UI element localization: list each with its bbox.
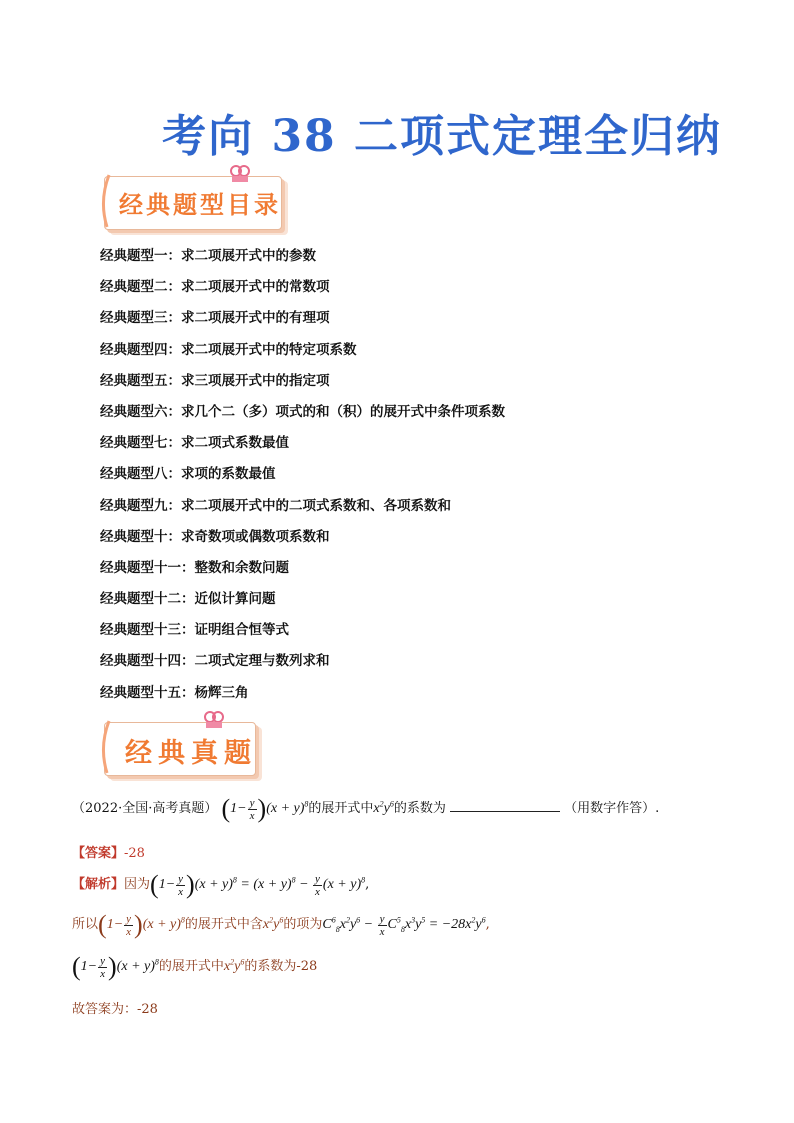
toc-item: 经典题型十：求奇数项或偶数项系数和: [100, 528, 330, 545]
page-title: 考向 38 二项式定理全归纳: [162, 111, 722, 162]
analysis-line-2: 所以(1− $\frac{y}{x}$ )$(x + y)^8$的展开式中含$x^2y^6$的项为$C^6_8x^2y^6$ − $\frac{y}{x}$ $C^5_8x^3y^5 = -28x^2y^6$,: [72, 910, 490, 939]
toc-item: 经典题型四：求二项展开式中的特定项系数: [100, 341, 357, 358]
exam-banner: [104, 722, 256, 776]
analysis-line2-mid: 的展开式中含: [184, 917, 263, 933]
binder-clip-icon: [229, 163, 251, 185]
banner-swoosh-icon: [99, 173, 111, 229]
analysis-line-3: [72, 954, 752, 980]
toc-list: [100, 246, 505, 714]
toc-item: 经典题型一：求二项展开式中的参数: [100, 248, 316, 264]
answer-tag: 【答案】: [72, 846, 125, 861]
toc-item: 经典题型三：求二项展开式中的有理项: [100, 310, 330, 327]
analysis-line3-end: 的系数为-28: [244, 959, 318, 975]
question-text-mid: 的展开式中: [308, 801, 374, 817]
toc-item: 经典题型十一：整数和余数问题: [100, 559, 289, 576]
analysis-formula-1: (1− $\frac{y}{x}$ )$(x + y)^8 = (x + y)^8$ − $\frac{y}{x}$ $(x + y)^8$: [150, 870, 366, 899]
banner-swoosh-icon: [99, 719, 111, 775]
analysis-conclusion: 故答案为：-28: [72, 1002, 158, 1017]
toc-item: 经典题型二：求二项展开式中的常数项: [100, 279, 330, 296]
question-source: （2022·全国·高考真题）: [72, 801, 218, 817]
answer-line: [72, 842, 752, 861]
question-line: [72, 796, 752, 822]
toc-banner-label: 经典题型目录: [119, 190, 281, 219]
analysis-line1-prefix: 因为: [124, 877, 151, 893]
analysis-term-2: $x^2y^6$: [262, 915, 284, 933]
answer-value: -28: [124, 846, 145, 861]
toc-item: 经典题型十二：近似计算问题: [100, 591, 276, 608]
analysis-line2-mid2: 的项为: [283, 917, 323, 933]
question-suffix: （用数字作答）.: [564, 801, 660, 817]
toc-item: 经典题型八：求项的系数最值: [100, 466, 276, 483]
analysis-term-3: $x^2y^6$: [223, 957, 245, 975]
toc-item: 经典题型五：求三项展开式中的指定项: [100, 372, 330, 389]
question-text-end: 的系数为: [393, 801, 446, 817]
toc-item: 经典题型六：求几个二（多）项式的和（积）的展开式中条件项系数: [100, 403, 505, 420]
analysis-tag: 【解析】: [72, 877, 125, 893]
analysis-formula-2: (1− $\frac{y}{x}$ )$(x + y)^8$: [98, 910, 185, 939]
analysis-formula-4: (1− $\frac{y}{x}$ )$(x + y)^8$: [72, 952, 159, 981]
toc-item: 经典题型十五：杨辉三角: [100, 684, 249, 701]
analysis-line-1: 【解析】因为(1− $\frac{y}{x}$ )$(x + y)^8 = (x + y)^8$ − $\frac{y}{x}$ $(x + y)^8$,: [72, 870, 370, 899]
analysis-formula-3: $C^6_8x^2y^6$ − $\frac{y}{x}$ $C^5_8x^3y^5 = -28x^2y^6$: [322, 912, 486, 938]
toc-item: 经典题型十四：二项式定理与数列求和: [100, 653, 330, 670]
question-formula: (1− $\frac{y}{x}$ )$(x + y)^8$: [221, 794, 309, 823]
answer-blank: [450, 799, 560, 812]
analysis-line2-prefix: 所以: [72, 917, 99, 933]
toc-item: 经典题型十三：证明组合恒等式: [100, 622, 289, 639]
toc-item: 经典题型七：求二项式系数最值: [100, 435, 289, 452]
toc-item: 经典题型九：求二项展开式中的二项式系数和、各项系数和: [100, 497, 451, 514]
question-term: $x^2y^6$: [373, 799, 394, 817]
binder-clip-icon: [203, 709, 225, 731]
analysis-line3-mid: 的展开式中: [158, 959, 224, 975]
toc-banner: [104, 176, 282, 230]
exam-banner-label: 经典真题: [125, 738, 257, 769]
